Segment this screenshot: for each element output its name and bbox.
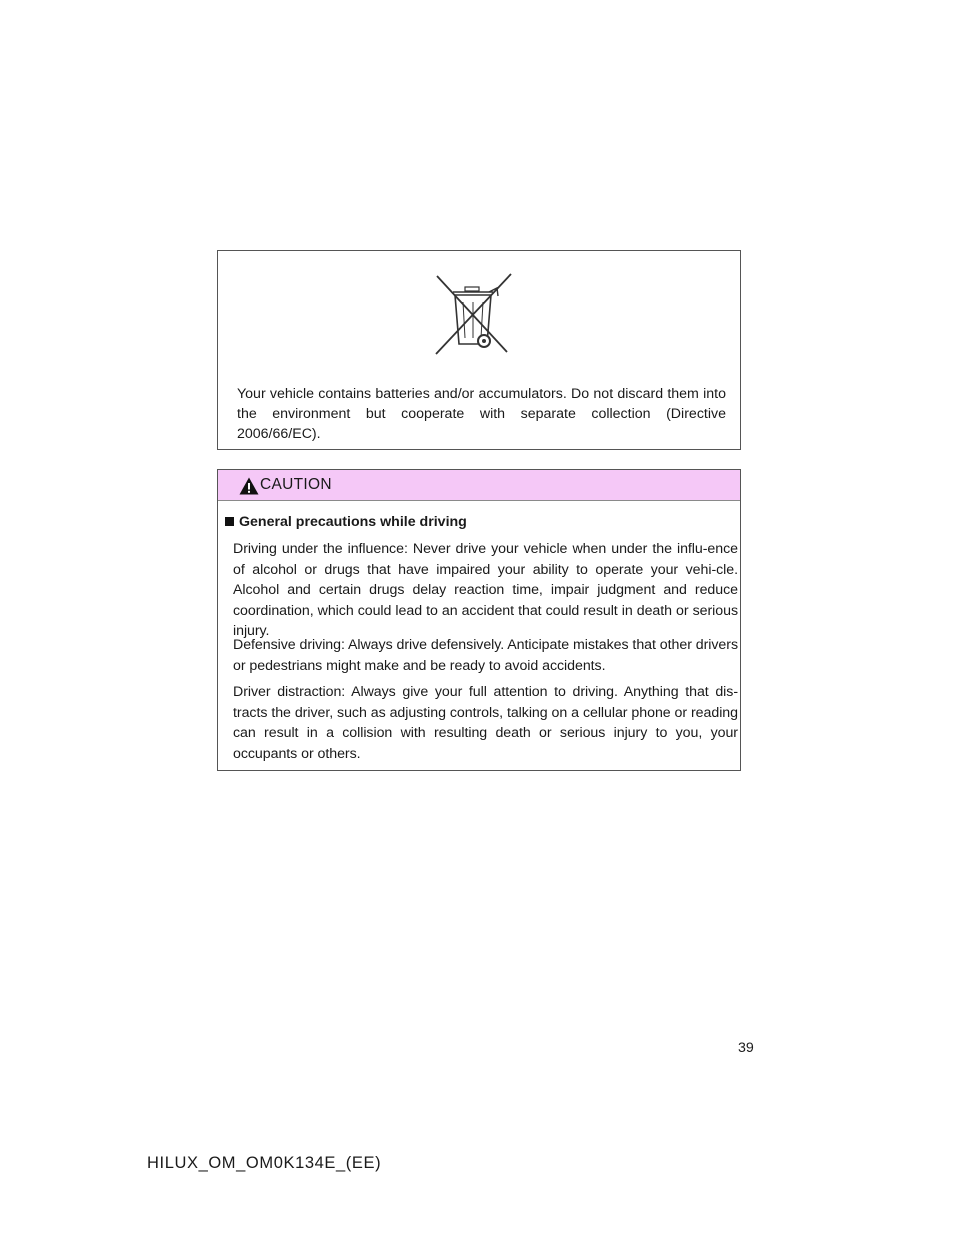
caution-box bbox=[217, 469, 741, 771]
paragraph-defensive-driving: Defensive driving: Always drive defensively. Anticipate mistakes that other drivers or pedestrians might make and be ready to avoid accidents. bbox=[233, 637, 738, 674]
crossed-out-wheelie-bin-icon bbox=[431, 270, 515, 358]
disposal-notice-text: Your vehicle contains batteries and/or accumulators. Do not discard them into the environment but cooperate with separate collection (Directive 2006/66/EC). bbox=[237, 386, 726, 442]
footer-document-code: HILUX_OM_OM0K134E_(EE) bbox=[147, 1154, 382, 1172]
bullet-square-icon bbox=[225, 517, 234, 526]
caution-header bbox=[218, 470, 740, 501]
warning-triangle-icon bbox=[239, 477, 259, 495]
paragraph-driving-under-influence: Driving under the influence: Never drive your vehicle when under the influ-ence of alcohol or drugs that have impaired your ability to operate your vehi-cle. Alcohol and certain drugs delay reaction time, impair judgment and reduce coordination, which could lead to an accident that could result in death or serious injury. bbox=[233, 541, 738, 639]
section-heading bbox=[225, 514, 467, 530]
page-number: 39 bbox=[738, 1040, 754, 1056]
section-heading-text: General precautions while driving bbox=[239, 514, 467, 530]
caution-title: CAUTION bbox=[260, 476, 332, 493]
paragraph-driver-distraction: Driver distraction: Always give your full attention to driving. Anything that dis-tracts the driver, such as adjusting controls, talking on a cellular phone or reading can result in a collision with resulting death or serious injury to you, your occupants or others. bbox=[233, 684, 738, 762]
